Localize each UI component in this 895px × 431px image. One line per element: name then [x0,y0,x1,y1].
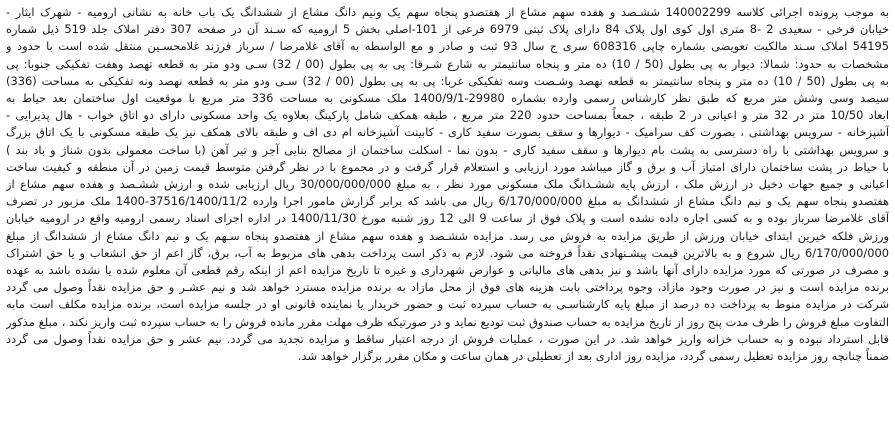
notice-line: به پی بطول (50 / 10) ده متر و پنجاه سانتیمتر به قطعه نهصد وشـصت وسه تفکیکی غربا: پی به پی بطول (00 / 32) سـی ودو متر به قطعه نهصد ونه تفکیکی به مساحت (336) [6,73,889,88]
notice-line: ابعاد 10/50 متر در 32 متر و اعیانی در 2 طبقه ، جمعاً بمساحت حدود 220 متر مربع ، طبقه همکف شامل پارکینگ بعلاوه یک واحد مسکونی دارای دو اتاق خواب - هال پذیرایی - [6,108,889,123]
notice-line: اعیانی و جمیع جهات دخیل در ارزش ملک ، ارزش پایه ششـدانگ ملک مسکونی مورد نظر ، به مبلغ 30/000/000/000 ریال ارزیابی شده و ارزش ششـصد و هفده سهم مشاع از [6,177,889,192]
notice-line: آقای غلامرضا سرباز بوده و به کسی اجاره داده نشده است و پلاک فوق از ساعت 9 الی 12 روز شنبه مورخ 1400/11/30 در اداره اجرای اسناد رسمی ارومیه واقع در ارومیه خیابان [6,211,889,226]
notice-line: برنده مزایده است و نیز در صورت وجود مازاد، وجوه پرداختی بابت هزینه های فوق از محل مازاد به برنده مزایده مسترد خواهد شد و نیم عشـر و حق مزایده نقداً وصول می گردد [6,280,889,295]
notice-line: با حیاط در پشت ساختمان دارای امتیاز آب و برق و گاز میباشد مورد ارزیابی و استعلام قرار گرفت و در مجموع با در نظر گرفتن متوسط قیمت زمین در آن منطقه و کیفیت ساخت [6,159,889,174]
notice-line: شرکت در مزایده منوط به پرداخت ده درصد از مبلغ پایه کارشناسـی به حساب سپرده ثبت و حضور خریدار یا نماینده قانونی او در جلسه مزایده است، برنده مزایده مکلف است مابه [6,297,889,312]
notice-line: سیصد وسی وشش متر مربع که طبق نظر کارشناس رسمی وارده بشماره 29980-1400/9/1 ملک مسکونی به مساحت 336 متر مربع با موقعیت اول ساختمان بعد حیاط به [6,91,889,106]
notice-line: و مصرف در صورتی که مورد مزایده دارای آنها باشد و نیز بدهی های مالیاتی و عوارض شهرداری و غیره تا تاریخ مزایده اعم از اینکه رقم قطعی آن معلوم شده یا نشده باشد به عهده [6,263,889,278]
notice-line: 6/170/000/000 ریال شروع و به بالاترین قیمت پیشـنهادی نقداً فروخته می شود. لازم به ذکر است پرداخت بدهی های مربوط به آب، برق، گاز اعم از حق انشعاب و یا حق اشتراک [6,245,889,260]
notice-line: 54195 املاک سـند مالکیت تعویضی بشماره چاپی 608316 سری ج سال 93 ثبت و صادر و مع الواسطه به آقای غلامرضا / سرباز فرزند غلامحسـین منتقل شده است با حدود و [6,39,889,54]
notice-line: مشخصات به حدود: شمالا: دیوار به پی بطول (50 / 10) ده متر و پنجاه سانتیمتر به شارع شـرقا: پی به پی بطول (00 / 32) سـی ودو متر به قطعه تهصد وهفت تفکیکی جنوبا: پی [6,56,889,71]
notice-line: قابل استرداد نبوده و به حساب خزانه واریز خواهد شد. در این صورت ، عملیات فروش از درجه اعتبار ساقط و مزایده تجدید می گردد. نیم عشر و حق مزایده نقداً وصول می گردد [6,331,889,346]
notice-line: التفاوت مبلغ فروش را ظرف مدت پنج روز از تاریخ مزایده به حساب صندوق ثبت تودیع نماید و در صورتیکه ظرف مهلت مقرر مانده فروش را به حساب سپرده ثبت واریز نکند ، مبلغ مذکور [6,314,889,329]
notice-line: هفتصدو پنجاه سهم یک و نیم دانگ مشاع از ششدانگ به مبلغ 6/170/000/000 ریال می باشد که برابر گزارش مامور اجرا وارده 37516/1400/11/2-1400 ملک مزبور در تصرف [6,194,889,209]
notice-line: ورزش فلکه خیرین ابتدای خیابان ورزش از طریق مزایده به فروش می رسد. مزایده ششـصد و هفده سهم مشاع از هفتصدو پنجاه سـهم یک و نیم دانگ مشاع از ششدانگ از مبلغ [6,228,889,243]
notice-line: آشپزخانه - سرویس بهداشتی ، بصورت کف سرامیک - دیوارها و سقف بصورت سفید کاری - کابینت آشپزخانه ام دی اف و طبقه بالای همکف نیز یک طبقه مسکونی با یک اتاق بزرگ [6,125,889,140]
notice-line: به موجب پرونده اجرائی کلاسه 140002299 ششـصد و هفده سهم مشاع از هفتصدو پنجاه سهم یک ونیم دانگ مشاع از ششدانگ یک باب خانه به نشانی ارومیه - شهرک ایثار - [6,5,889,19]
notice-line: ضمناً چنانچه روز مزایده تعطیل رسمی گردد، مزایده روز اداری بعد از تعطیلی در همان ساعت و مکان مقرر برگزار خواهد شد. [297,349,889,364]
notice-line: و سرویس بهداشتی با راه دسترسی به پشت بام دیوارها و سقف سفید کاری - بدون نما - اسکلت ساختمان از مصالح بنایی آجر و تیر آهن (با ساخت معمولی بدون شناژ و باد بند ) [6,142,889,157]
notice-line: خیابان فرخی - سعیدی 2 -8 متری اول کوی اول پلاک 84 دارای پلاک ثبتی 6979 فرعی از 101-اصلی بخش 5 ارومیه که سـند آن در صفحه 307 دفتر املاک جلد 519 ذیل شماره [6,22,889,37]
